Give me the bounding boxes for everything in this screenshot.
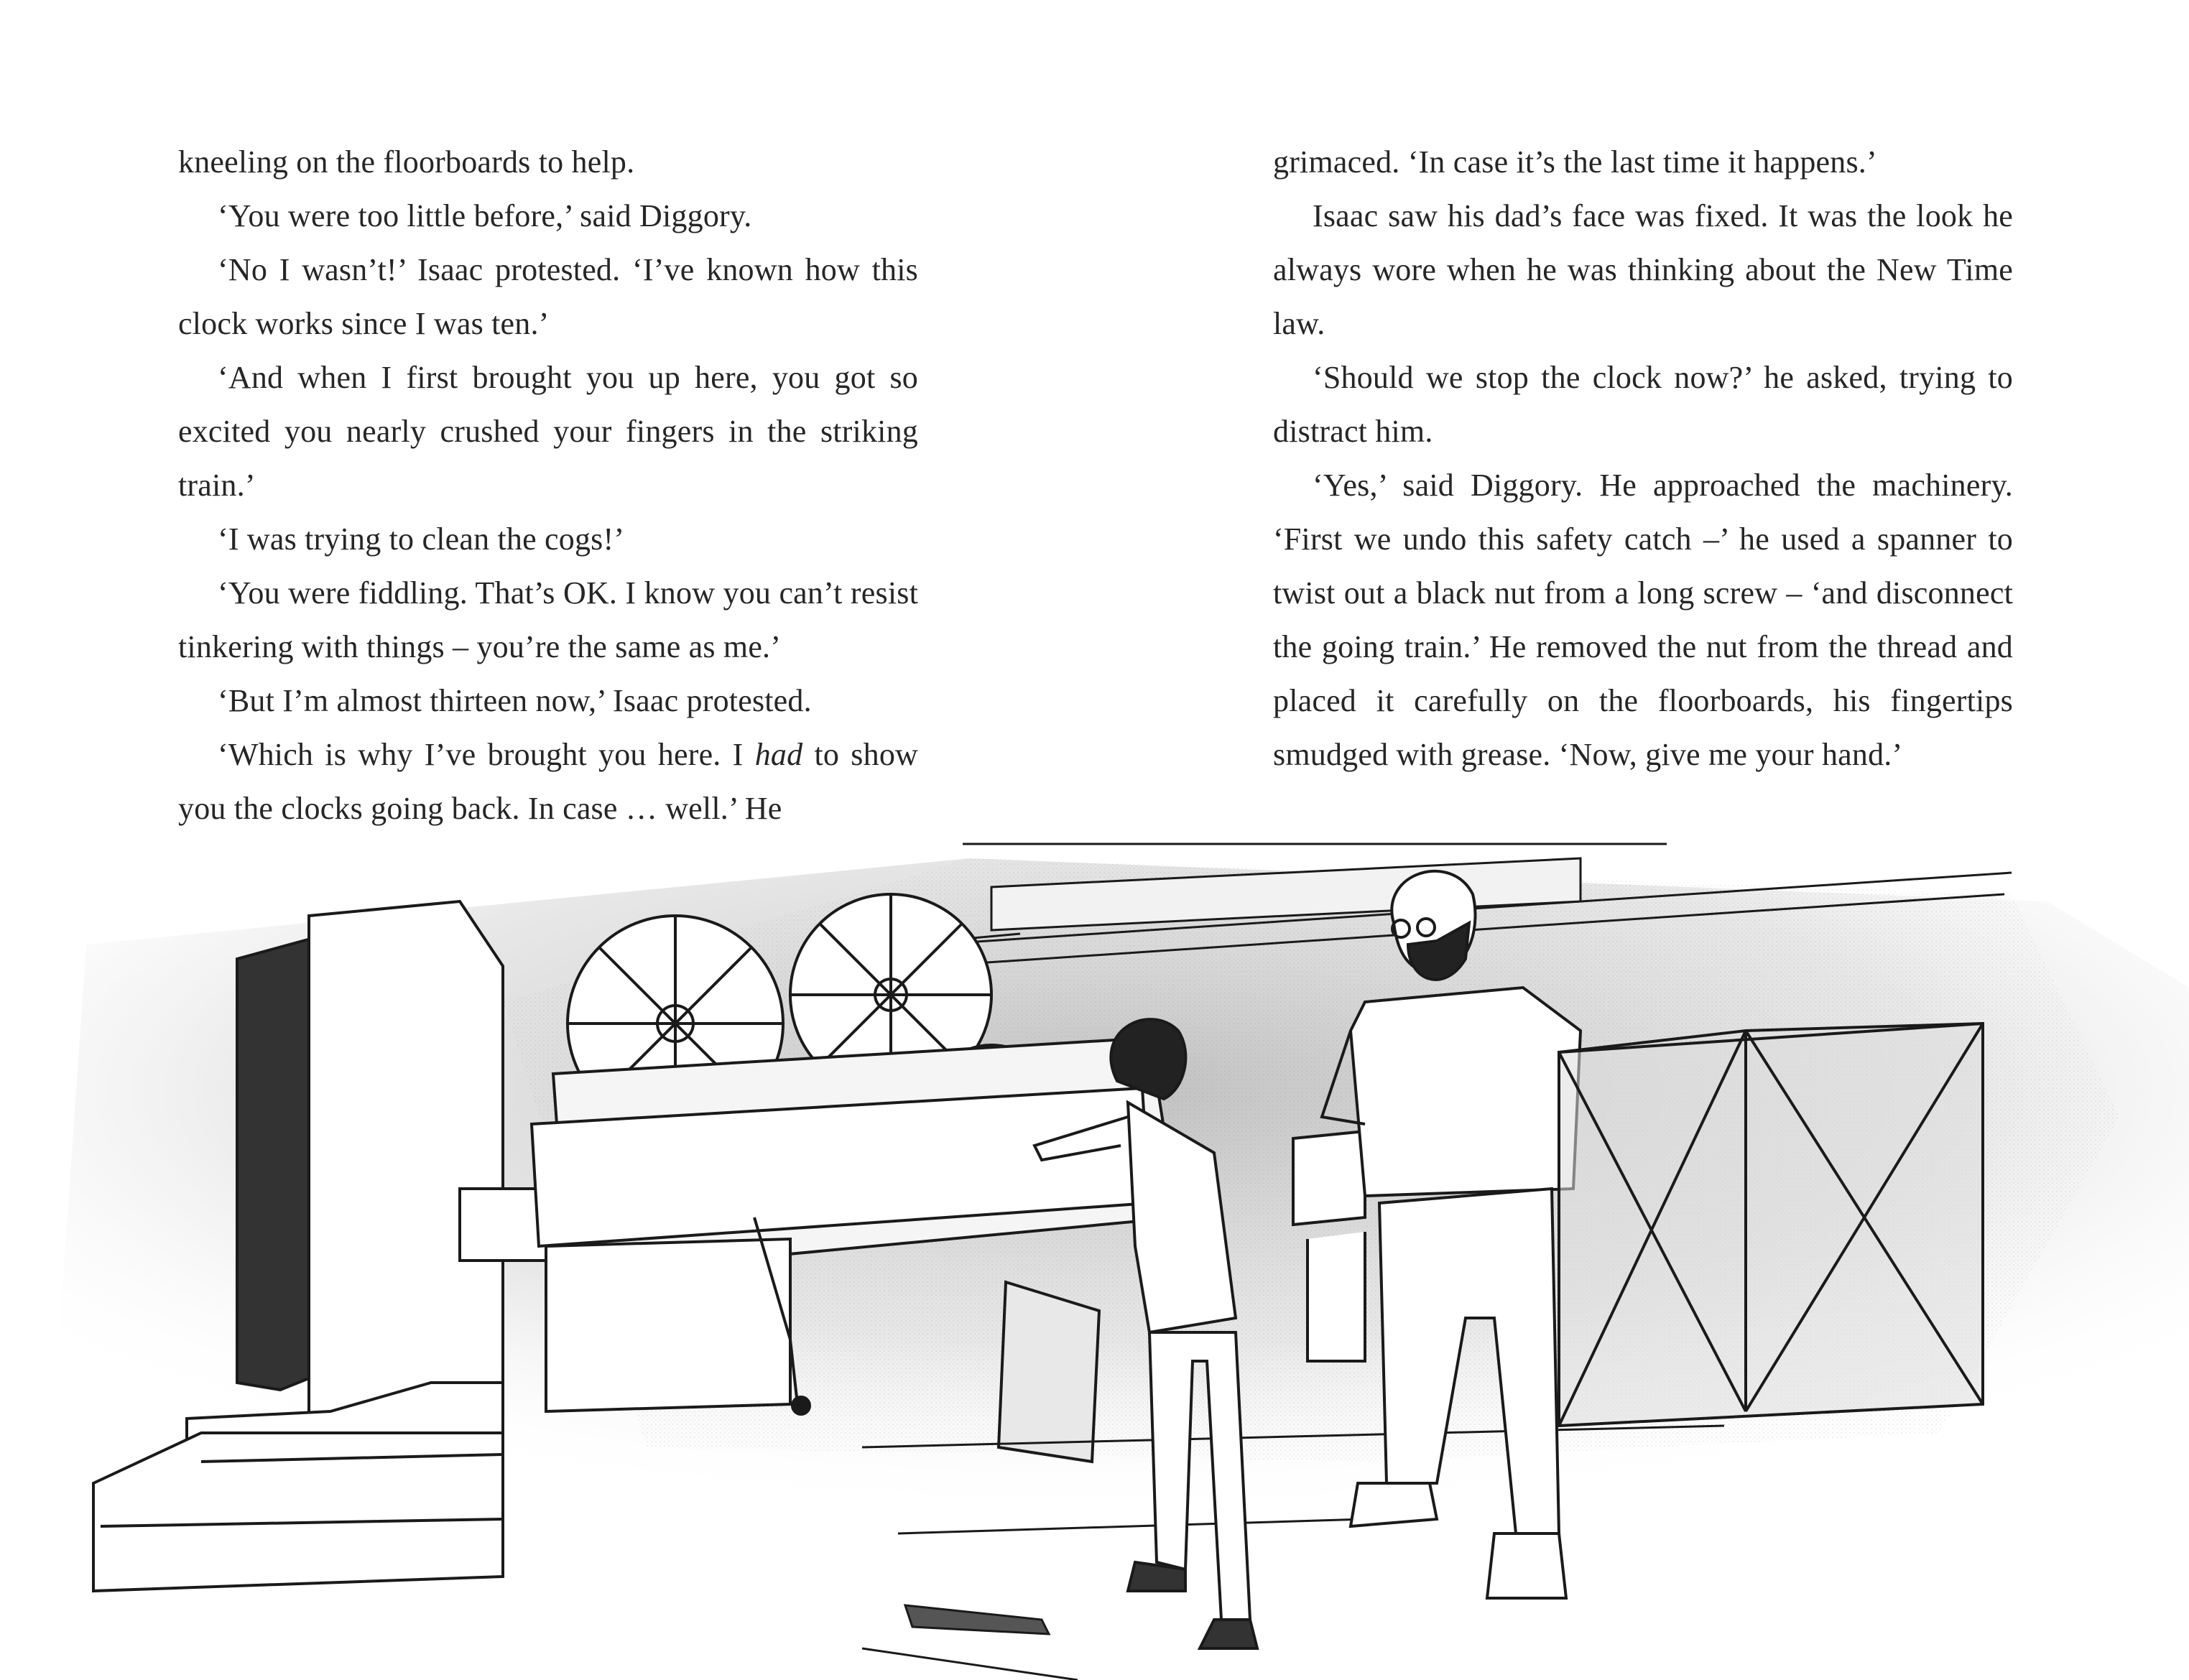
illustration-drawing [0,815,2189,1680]
right-text-column [1273,135,2013,781]
paragraph: Isaac saw his dad’s face was fixed. It was the look he always wore when he was thinking about the New Time law. [1273,198,2013,341]
left-text-column [178,135,918,835]
paragraph: ‘Should we stop the clock now?’ he asked, trying to distract him. [1273,360,2013,449]
paragraph: ‘I was trying to clean the cogs!’ [218,521,625,557]
paragraph-text: ‘Which is why I’ve brought you here. I [218,737,755,772]
paragraph: ‘You were too little before,’ said Diggory. [218,198,752,233]
emphasis-text: had [754,737,803,772]
wooden-crate [1559,1024,1983,1426]
paragraph-text: to show you the clocks going back. In case … well.’ He [178,737,918,826]
paragraph: ‘Yes,’ said Diggory. He approached the machinery. ‘First we undo this safety catch –’ he used a spanner to twist out a black nut from a long screw – ‘and disconnect the going train.’ He removed the nut from the thread and placed it carefully on the floorboards, his fingertips smudged with grease. ‘Now, give me your hand.’ [1273,468,2013,772]
paragraph: ‘No I wasn’t!’ Isaac protested. ‘I’ve known how this clock works since I was ten.’ [178,252,918,341]
paragraph: kneeling on the floorboards to help. [178,144,635,180]
paragraph: ‘And when I first brought you up here, you got so excited you nearly crushed your fingers in the striking train.’ [178,360,918,503]
paragraph: ‘But I’m almost thirteen now,’ Isaac protested. [218,683,812,718]
paragraph: grimaced. ‘In case it’s the last time it happens.’ [1273,144,1877,180]
clock-room-illustration [0,815,2189,1680]
paragraph: ‘You were fiddling. That’s OK. I know you can’t resist tinkering with things – you’re the same as me.’ [178,575,918,664]
